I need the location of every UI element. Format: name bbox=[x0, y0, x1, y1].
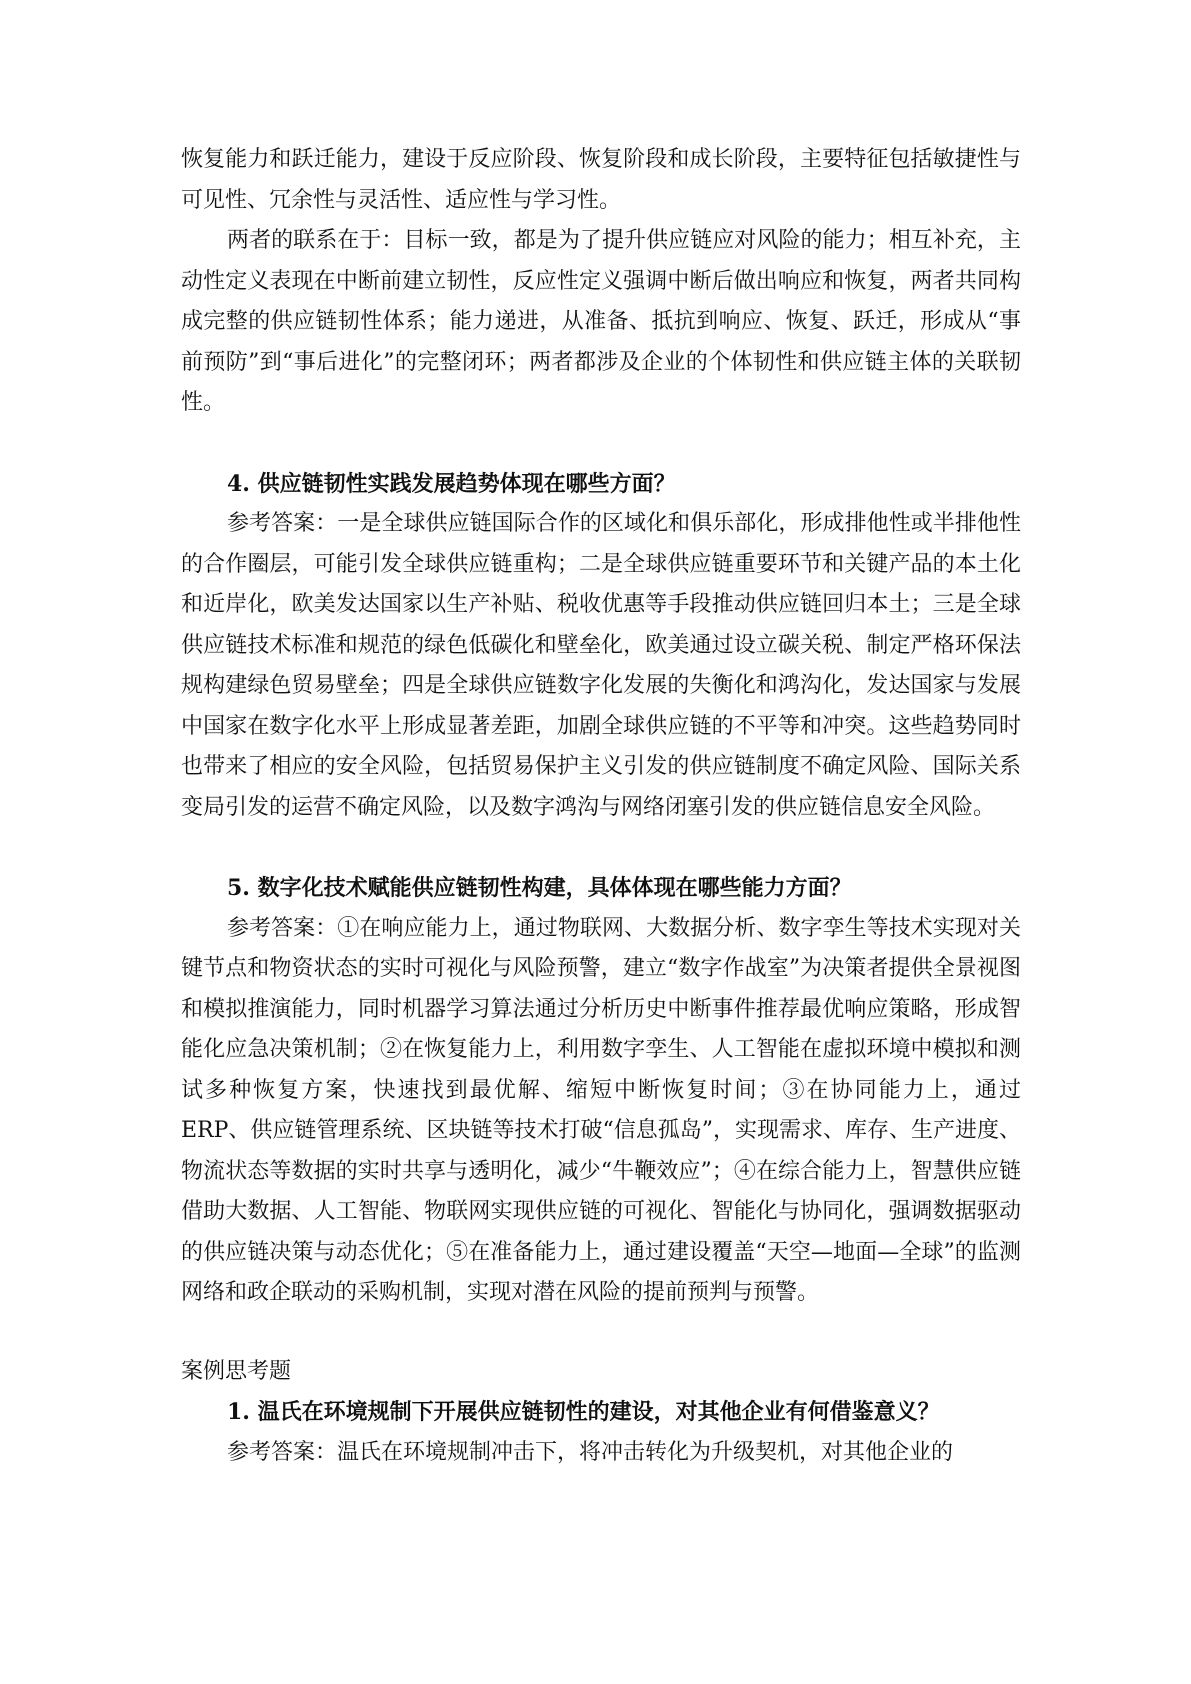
question-5-answer: 参考答案：①在响应能力上，通过物联网、大数据分析、数字孪生等技术实现对关键节点和物资状态的实时可视化与风险预警，建立“数字作战室”为决策者提供全景视图和模拟推演能力，同时机器学习算法通过分析历史中断事件推荐最优响应策略，形成智能化应急决策机制；②在恢复能力上，利用数字孪生、人工智能在虚拟环境中模拟和测试多种恢复方案，快速找到最优解、缩短中断恢复时间；③在协同能力上，通过 ERP、供应链管理系统、区块链等技术打破“信息孤岛”，实现需求、库存、生产进度、物流状态等数据的实时共享与透明化，减少“牛鞭效应”；④在综合能力上，智慧供应链借助大数据、人工智能、物联网实现供应链的可视化、智能化与协同化，强调数据驱动的供应链决策与动态优化；⑤在准备能力上，通过建设覆盖“天空—地面—全球”的监测网络和政企联动的采购机制，实现对潜在风险的提前预判与预警。 bbox=[181, 915, 1021, 1305]
case-section-heading: 案例思考题 bbox=[181, 1358, 292, 1384]
question-4-title: 4. 供应链韧性实践发展趋势体现在哪些方面？ bbox=[227, 470, 676, 497]
question-4-answer: 参考答案：一是全球供应链国际合作的区域化和俱乐部化，形成排他性或半排他性的合作圈层，可能引发全球供应链重构；二是全球供应链重要环节和关键产品的本土化和近岸化，欧美发达国家以生产补贴、税收优惠等手段推动供应链回归本土；三是全球供应链技术标准和规范的绿色低碳化和壁垒化，欧美通过设立碳关税、制定严格环保法规构建绿色贸易壁垒；四是全球供应链数字化发展的失衡化和鸿沟化，发达国家与发展中国家在数字化水平上形成显著差距，加剧全球供应链的不平等和冲突。这些趋势同时也带来了相应的安全风险，包括贸易保护主义引发的供应链制度不确定风险、国际关系变局引发的运营不确定风险，以及数字鸿沟与网络闭塞引发的供应链信息安全风险。 bbox=[181, 511, 1021, 820]
paragraph-relation: 两者的联系在于：目标一致，都是为了提升供应链应对风险的能力；相互补充，主动性定义表现在中断前建立韧性，反应性定义强调中断后做出响应和恢复，两者共同构成完整的供应链韧性体系；能力递进，从准备、抵抗到响应、恢复、跃迁，形成从“事前预防”到“事后进化”的完整闭环；两者都涉及企业的个体韧性和供应链主体的关联韧性。 bbox=[181, 228, 1021, 415]
document-page bbox=[181, 140, 1021, 1473]
question-5-title: 5. 数字化技术赋能供应链韧性构建，具体体现在哪些能力方面？ bbox=[227, 875, 852, 901]
paragraph-continuation: 恢复能力和跃迁能力，建设于反应阶段、恢复阶段和成长阶段，主要特征包括敏捷性与可见性、冗余性与灵活性、适应性与学习性。 bbox=[181, 147, 1021, 213]
section-spacer bbox=[181, 1314, 1021, 1352]
section-spacer bbox=[181, 424, 1021, 464]
case-question-1-title: 1. 温氏在环境规制下开展供应链韧性的建设，对其他企业有何借鉴意义？ bbox=[227, 1399, 940, 1425]
case-question-1-answer: 参考答案：温氏在环境规制冲击下，将冲击转化为升级契机，对其他企业的 bbox=[227, 1439, 954, 1465]
section-spacer bbox=[181, 828, 1021, 868]
